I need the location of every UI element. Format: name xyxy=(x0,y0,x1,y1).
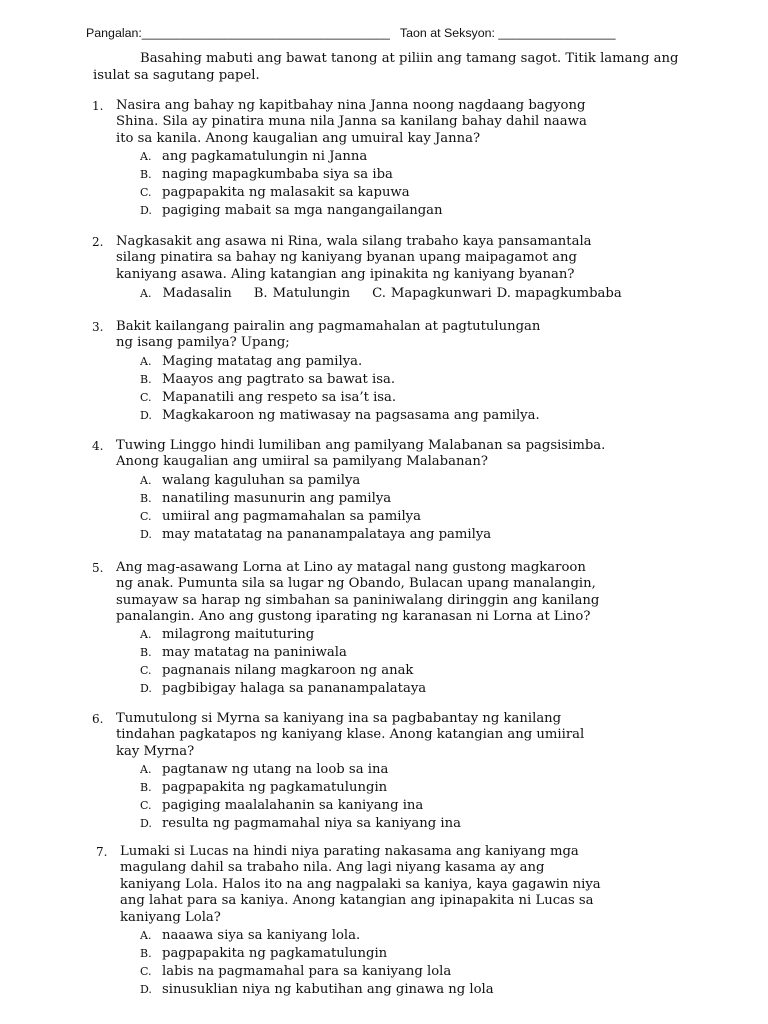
section-field-label: Taon at Seksyon: _________________ xyxy=(399,26,616,40)
question-number: 6. xyxy=(92,712,104,726)
choice-d: D. resulta ng pagmamahal niya sa kaniyang ina xyxy=(140,816,461,832)
name-field-label: Pangalan:____________________________________ xyxy=(86,26,390,40)
choice-list xyxy=(140,761,712,833)
question-1 xyxy=(92,98,712,220)
question-number: 3. xyxy=(92,320,104,334)
choice-list xyxy=(140,148,712,220)
choice-c: C. labis na pagmamahal para sa kaniyang lola xyxy=(140,963,452,979)
choice-c-label: C. xyxy=(372,286,386,302)
question-text: Nagkasakit ang asawa ni Rina, wala silang trabaho kaya pansamantala silang pinatira sa bahay ng kaniyang byanan upang maipagamot ang kaniyang asawa. Aling katangian ang ipinakita ng kaniyang byanan? xyxy=(116,234,592,282)
choice-b: B. pagpapakita ng pagkamatulungin xyxy=(140,945,388,961)
question-4 xyxy=(92,438,712,544)
choice-a: A. ang pagkamatulungin ni Janna xyxy=(140,149,368,165)
question-number: 1. xyxy=(92,99,104,113)
choice-d-label: D. xyxy=(496,286,511,302)
choice-a: A. walang kaguluhan sa pamilya xyxy=(140,472,361,488)
question-6 xyxy=(92,711,712,833)
choice-a: A. pagtanaw ng utang na loob sa ina xyxy=(140,762,389,778)
question-7 xyxy=(96,844,716,999)
choice-b: B. pagpapakita ng pagkamatulungin xyxy=(140,780,388,796)
question-3 xyxy=(92,319,712,425)
question-text: Tuwing Linggo hindi lumiliban ang pamilyang Malabanan sa pagsisimba. Anong kaugalian ang umiiral sa pamilyang Malabanan? xyxy=(116,438,606,470)
choice-d: D. Magkakaroon ng matiwasay na pagsasama ang pamilya. xyxy=(140,407,540,423)
choice-list xyxy=(140,472,712,544)
choice-b: B. Maayos ang pagtrato sa bawat isa. xyxy=(140,371,396,387)
choice-b: B. may matatag na paniniwala xyxy=(140,645,347,661)
choice-b-label: B. xyxy=(253,286,268,302)
choice-c-text: Mapagkunwari xyxy=(390,286,492,302)
question-number: 4. xyxy=(92,439,104,453)
choice-a-label: A. xyxy=(140,287,152,301)
choice-c: C. umiiral ang pagmamahalan sa pamilya xyxy=(140,508,421,524)
question-text: Tumutulong si Myrna sa kaniyang ina sa pagbabantay ng kanilang tindahan pagkatapos ng kaniyang klase. Anong katangian ang umiiral kay Myrna? xyxy=(116,711,585,759)
student-info-header xyxy=(86,26,616,40)
choice-c: C. pagiging maalalahanin sa kaniyang ina xyxy=(140,798,424,814)
choice-a: A. naaawa siya sa kaniyang lola. xyxy=(140,927,361,943)
choice-d: D. pagbibigay halaga sa pananampalataya xyxy=(140,681,427,697)
choice-b: B. nanatiling masunurin ang pamilya xyxy=(140,490,392,506)
choice-list xyxy=(140,353,712,425)
choice-list xyxy=(140,927,716,999)
choice-a-text: Madasalin xyxy=(162,286,232,302)
choice-list-inline xyxy=(140,285,712,303)
choice-d: D. pagiging mabait sa mga nangangailangan xyxy=(140,203,443,219)
choice-c: C. Mapanatili ang respeto sa isa’t isa. xyxy=(140,389,397,405)
choice-d: D. may matatatag na pananampalataya ang pamilya xyxy=(140,526,492,542)
question-text: Ang mag-asawang Lorna at Lino ay matagal nang gustong magkaroon ng anak. Pumunta sila sa lugar ng Obando, Bulacan upang manalangin, sumayaw sa harap ng simbahan sa paniniwalang diringgin ang kanilang panalangin. Ano ang gustong iparating ng karanasan ni Lorna at Lino? xyxy=(116,560,600,625)
choice-a: A. Maging matatag ang pamilya. xyxy=(140,353,363,369)
question-number: 2. xyxy=(92,235,104,249)
choice-a: A. milagrong maituturing xyxy=(140,627,315,643)
choice-c: C. pagpapakita ng malasakit sa kapuwa xyxy=(140,185,410,201)
choice-b: B. naging mapagkumbaba siya sa iba xyxy=(140,167,393,183)
question-number: 7. xyxy=(96,845,108,859)
choice-c: C. pagnanais nilang magkaroon ng anak xyxy=(140,663,414,679)
choice-list xyxy=(140,627,712,699)
question-5 xyxy=(92,560,712,699)
question-2 xyxy=(92,234,712,303)
question-text: Nasira ang bahay ng kapitbahay nina Janna noong nagdaang bagyong Shina. Sila ay pinatira muna nila Janna sa kanilang bahay dahil naawa ito sa kanila. Anong kaugalian ang umuiral kay Janna? xyxy=(116,98,587,146)
choice-d-text: mapagkumbaba xyxy=(514,286,622,302)
choice-b-text: Matulungin xyxy=(272,286,351,302)
instructions-paragraph: Basahing mabuti ang bawat tanong at piliin ang tamang sagot. Titik lamang ang isulat sa sagutang papel. xyxy=(93,51,679,83)
question-number: 5. xyxy=(92,561,104,575)
choice-d: D. sinusuklian niya ng kabutihan ang ginawa ng lola xyxy=(140,981,494,997)
question-text: Lumaki si Lucas na hindi niya parating nakasama ang kaniyang mga magulang dahil sa trabaho nila. Ang lagi niyang kasama ay ang kaniyang Lola. Halos ito na ang nagpalaki sa kaniya, kaya gagawin niya ang lahat para sa kaniya. Anong katangian ang ipinapakita ni Lucas sa kaniyang Lola? xyxy=(120,844,601,925)
question-text: Bakit kailangang pairalin ang pagmamahalan at pagtutulungan ng isang pamilya? Upang; xyxy=(116,319,541,351)
